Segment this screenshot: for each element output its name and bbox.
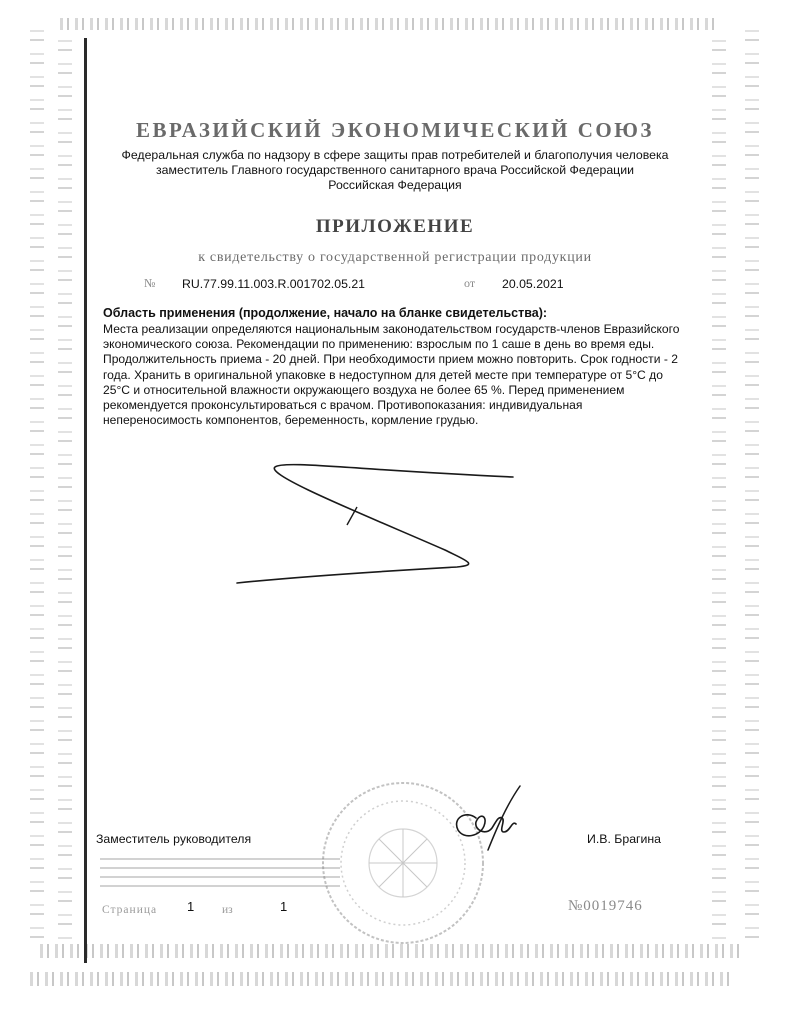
scan-noise-left xyxy=(30,30,44,950)
signatory-position: Заместитель руководителя xyxy=(96,832,252,846)
appendix-subtitle: к свидетельству о государственной регистрации продукции xyxy=(198,250,592,265)
registration-number: RU.77.99.11.003.R.001702.05.21 xyxy=(182,277,366,291)
registration-date: 20.05.2021 xyxy=(502,277,564,291)
handwritten-signature-icon xyxy=(440,780,530,860)
fine-print-faded xyxy=(100,855,340,889)
total-pages: 1 xyxy=(280,899,288,914)
page-number: 1 xyxy=(187,899,195,914)
signatory-name: И.В. Брагина xyxy=(587,832,662,846)
union-title: ЕВРАЗИЙСКИЙ ЭКОНОМИЧЕСКИЙ СОЮЗ xyxy=(136,118,654,142)
agency-line-1: Федеральная служба по надзору в сфере защиты прав потребителей и благополучия человека xyxy=(121,148,669,162)
scan-noise-bottom-2 xyxy=(30,972,730,986)
date-label: от xyxy=(464,276,476,290)
scan-noise-left-2 xyxy=(58,40,72,940)
agency-line-3: Российская Федерация xyxy=(328,178,462,192)
of-label: из xyxy=(222,904,233,916)
agency-block xyxy=(100,148,690,193)
page-label: Страница xyxy=(102,904,158,916)
form-serial-number: №0019746 xyxy=(568,898,643,914)
scan-noise-top xyxy=(60,18,720,30)
scan-noise-right xyxy=(712,40,726,940)
scope-body: Места реализации определяются национальным законодательством государств-членов Евразийского экономического союза. Рекомендации по применению: взрослым по 1 саше в день во время еды. Продолжительность приема - 20 дней. При необходимости прием можно повторить. Срок годности - 2 года. Хранить в оригинальной упаковке в недоступном для детей месте при температуре от 5°C до 25°C и относительной влажности окружающего воздуха не более 65 %. Перед применением рекомендуется проконсультироваться с врачом. Противопоказания: индивидуальная непереносимость компонентов, беременность, кормление грудью. xyxy=(103,322,680,428)
appendix-title: ПРИЛОЖЕНИЕ xyxy=(315,216,475,237)
scope-heading: Область применения (продолжение, начало на бланке свидетельства): xyxy=(103,306,548,320)
registration-number-label: № xyxy=(144,276,156,290)
scan-noise-right-2 xyxy=(745,30,759,950)
blank-space-z-line xyxy=(225,455,535,595)
agency-line-2: заместитель Главного государственного санитарного врача Российской Федерации xyxy=(156,163,634,177)
